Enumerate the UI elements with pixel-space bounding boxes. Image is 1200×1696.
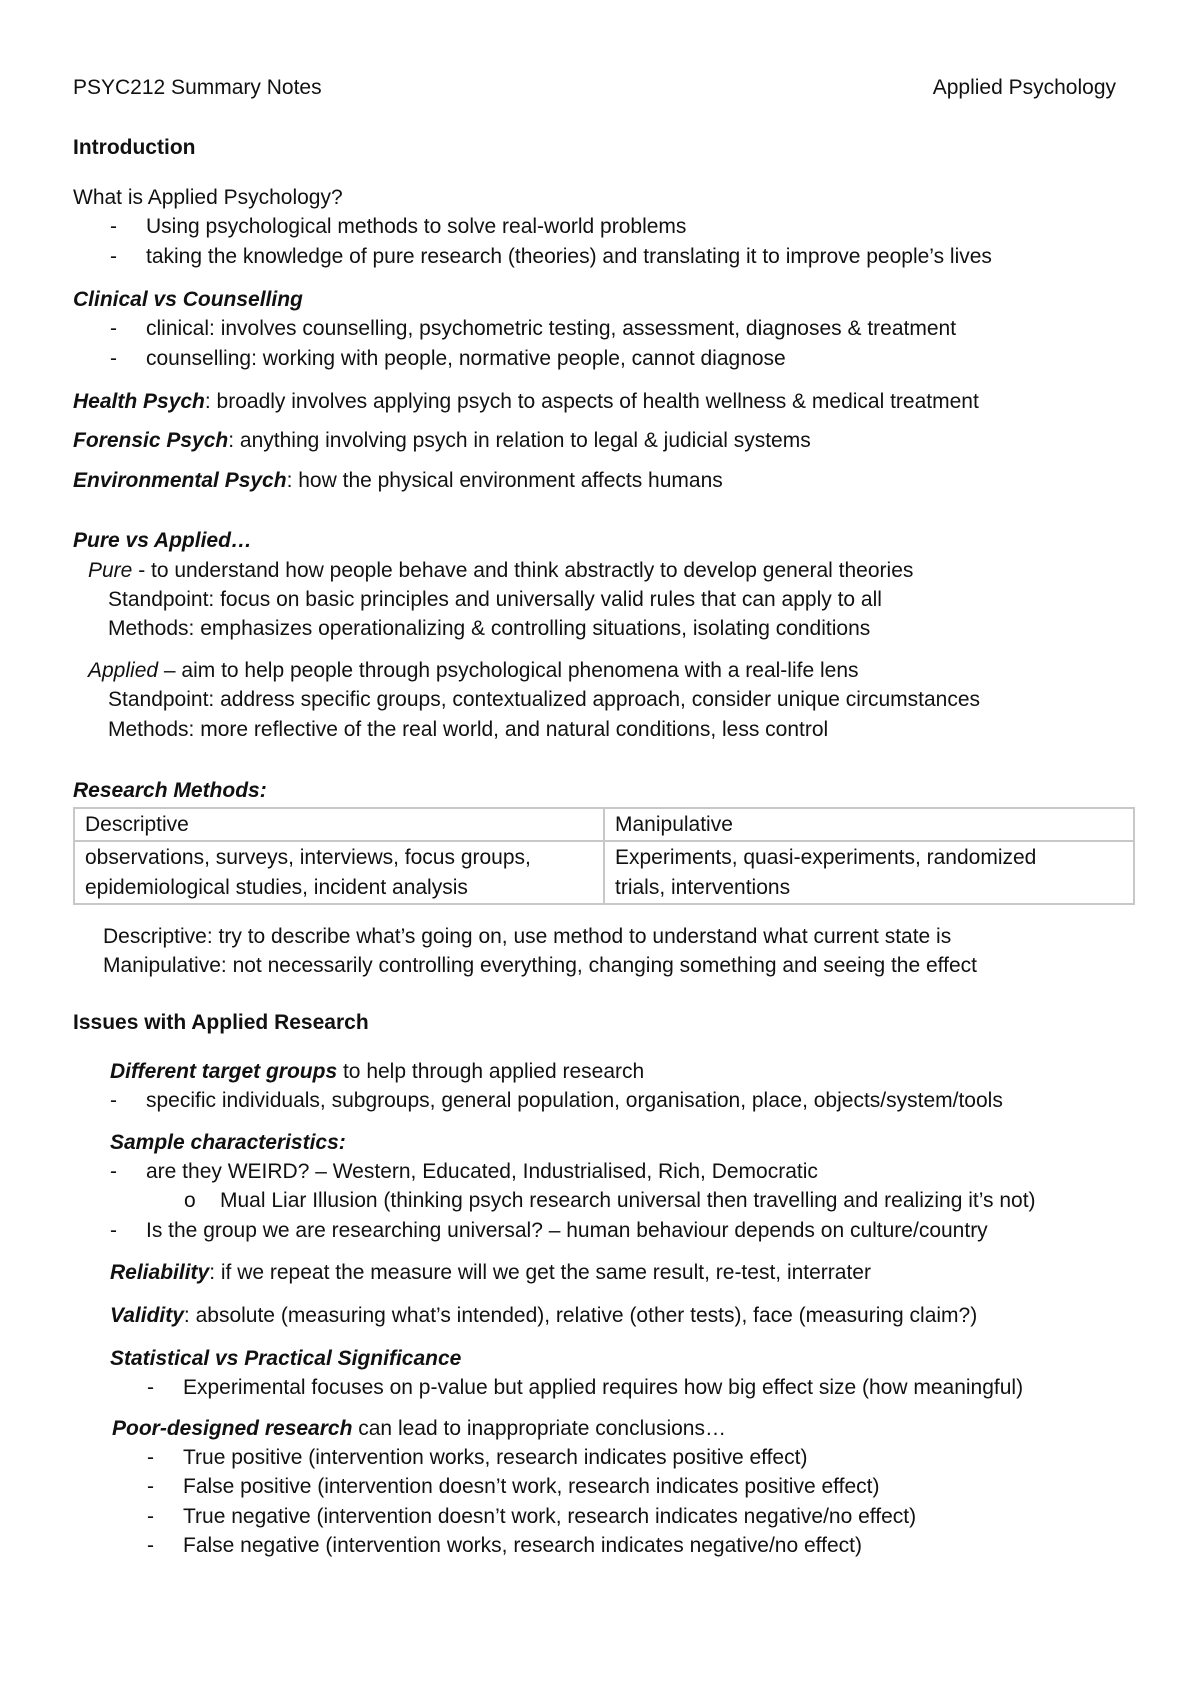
cell-line: Experiments, quasi-experiments, randomized xyxy=(615,846,1037,870)
stat-bullet xyxy=(147,1373,1023,1402)
poor-bullet-text: False negative (intervention works, research indicates negative/no effect) xyxy=(183,1534,862,1557)
cell-line: trials, interventions xyxy=(615,875,791,899)
definition-environmental xyxy=(73,466,723,495)
sample-bullet xyxy=(110,1157,818,1186)
clinical-bullet xyxy=(110,344,786,373)
clinical-bullet-text: counselling: working with people, normative people, cannot diagnose xyxy=(146,347,786,370)
target-term: Different target groups xyxy=(110,1060,338,1083)
poor-line xyxy=(112,1414,726,1443)
reliability-text: : if we repeat the measure will we get the same result, re-test, interrater xyxy=(209,1261,871,1284)
dash-marker: - xyxy=(147,1505,154,1528)
dash-marker: - xyxy=(110,317,117,340)
pure-text: - to understand how people behave and think abstractly to develop general theories xyxy=(132,559,914,582)
research-methods-heading: Research Methods: xyxy=(73,779,267,802)
dash-marker: - xyxy=(147,1475,154,1498)
table-cell-manipulative xyxy=(604,841,1134,904)
pure-standpoint: Standpoint: focus on basic principles and universally valid rules that can apply to all xyxy=(108,588,882,611)
poor-bullet xyxy=(147,1531,862,1560)
reliability-term: Reliability xyxy=(110,1261,210,1284)
applied-text: – aim to help people through psychological phenomena with a real-life lens xyxy=(158,659,859,682)
dash-marker: - xyxy=(147,1446,154,1469)
pure-term: Pure xyxy=(88,559,133,582)
definition-forensic xyxy=(73,426,811,455)
header-left: PSYC212 Summary Notes xyxy=(73,76,322,99)
table-header-descriptive: Descriptive xyxy=(74,808,604,841)
definition-health xyxy=(73,387,979,416)
intro-bullet xyxy=(110,242,992,271)
target-text: to help through applied research xyxy=(337,1060,645,1083)
circle-marker: o xyxy=(184,1189,196,1212)
sample-bullet-text: Is the group we are researching universal? – human behaviour depends on culture/country xyxy=(146,1219,988,1242)
intro-bullet-text: Using psychological methods to solve real-world problems xyxy=(146,215,687,238)
poor-bullet xyxy=(147,1502,916,1531)
research-note-descriptive: Descriptive: try to describe what’s going on, use method to understand what current state is xyxy=(103,925,952,948)
dash-marker: - xyxy=(110,347,117,370)
table-header-manipulative: Manipulative xyxy=(604,808,1134,841)
pure-applied-heading: Pure vs Applied… xyxy=(73,529,252,552)
poor-text: can lead to inappropriate conclusions… xyxy=(352,1417,726,1440)
target-line xyxy=(110,1057,644,1086)
dash-marker: - xyxy=(147,1376,154,1399)
definition-text: : broadly involves applying psych to aspects of health wellness & medical treatment xyxy=(204,390,979,413)
poor-term: Poor-designed research xyxy=(112,1417,353,1440)
intro-heading: Introduction xyxy=(73,136,196,159)
sample-bullet-text: are they WEIRD? – Western, Educated, Industrialised, Rich, Democratic xyxy=(146,1160,818,1183)
applied-methods: Methods: more reflective of the real world, and natural conditions, less control xyxy=(108,718,829,741)
table-header-row xyxy=(74,808,1134,841)
dash-marker: - xyxy=(147,1534,154,1557)
sample-heading: Sample characteristics: xyxy=(110,1131,346,1154)
intro-question: What is Applied Psychology? xyxy=(73,186,343,209)
poor-bullet xyxy=(147,1472,879,1501)
applied-standpoint: Standpoint: address specific groups, contextualized approach, consider unique circumstances xyxy=(108,688,981,711)
definition-term: Environmental Psych xyxy=(73,469,287,492)
clinical-bullet xyxy=(110,314,956,343)
issues-heading: Issues with Applied Research xyxy=(73,1011,369,1034)
poor-bullet xyxy=(147,1443,807,1472)
research-methods-table xyxy=(73,807,1135,905)
validity-text: : absolute (measuring what’s intended), relative (other tests), face (measuring claim?) xyxy=(183,1304,978,1327)
reliability-line xyxy=(110,1258,871,1287)
cell-line: observations, surveys, interviews, focus groups, xyxy=(85,846,531,870)
poor-bullet-text: False positive (intervention doesn’t work, research indicates positive effect) xyxy=(183,1475,880,1498)
stat-heading: Statistical vs Practical Significance xyxy=(110,1347,462,1370)
target-bullet xyxy=(110,1086,1003,1115)
header-right: Applied Psychology xyxy=(932,76,1116,99)
validity-term: Validity xyxy=(110,1304,184,1327)
sample-sub-text: Mual Liar Illusion (thinking psych research universal then travelling and realizing it’s not) xyxy=(220,1189,1036,1212)
sample-bullet xyxy=(110,1216,988,1245)
pure-line xyxy=(88,556,913,585)
clinical-heading: Clinical vs Counselling xyxy=(73,288,303,311)
poor-bullet-text: True positive (intervention works, research indicates positive effect) xyxy=(183,1446,808,1469)
intro-bullet xyxy=(110,212,686,241)
definition-text: : anything involving psych in relation to legal & judicial systems xyxy=(228,429,811,452)
intro-bullet-text: taking the knowledge of pure research (theories) and translating it to improve people’s lives xyxy=(146,245,992,268)
validity-line xyxy=(110,1301,977,1330)
dash-marker: - xyxy=(110,1160,117,1183)
research-note-manipulative: Manipulative: not necessarily controlling everything, changing something and seeing the effect xyxy=(103,954,977,977)
dash-marker: - xyxy=(110,245,117,268)
target-bullet-text: specific individuals, subgroups, general population, organisation, place, objects/system/tools xyxy=(146,1089,1003,1112)
stat-bullet-text: Experimental focuses on p-value but applied requires how big effect size (how meaningful) xyxy=(183,1376,1024,1399)
cell-line: epidemiological studies, incident analysis xyxy=(85,875,468,899)
applied-term: Applied xyxy=(88,659,159,682)
applied-line xyxy=(88,656,859,685)
definition-text: : how the physical environment affects humans xyxy=(286,469,723,492)
definition-term: Forensic Psych xyxy=(73,429,229,452)
sample-sub-bullet xyxy=(184,1186,1036,1215)
pure-methods: Methods: emphasizes operationalizing & controlling situations, isolating conditions xyxy=(108,617,871,640)
clinical-bullet-text: clinical: involves counselling, psychometric testing, assessment, diagnoses & treatment xyxy=(146,317,957,340)
dash-marker: - xyxy=(110,1219,117,1242)
dash-marker: - xyxy=(110,215,117,238)
dash-marker: - xyxy=(110,1089,117,1112)
poor-bullet-text: True negative (intervention doesn’t work, research indicates negative/no effect) xyxy=(183,1505,917,1528)
table-cell-descriptive xyxy=(74,841,604,904)
definition-term: Health Psych xyxy=(73,390,205,413)
table-row xyxy=(74,841,1134,904)
